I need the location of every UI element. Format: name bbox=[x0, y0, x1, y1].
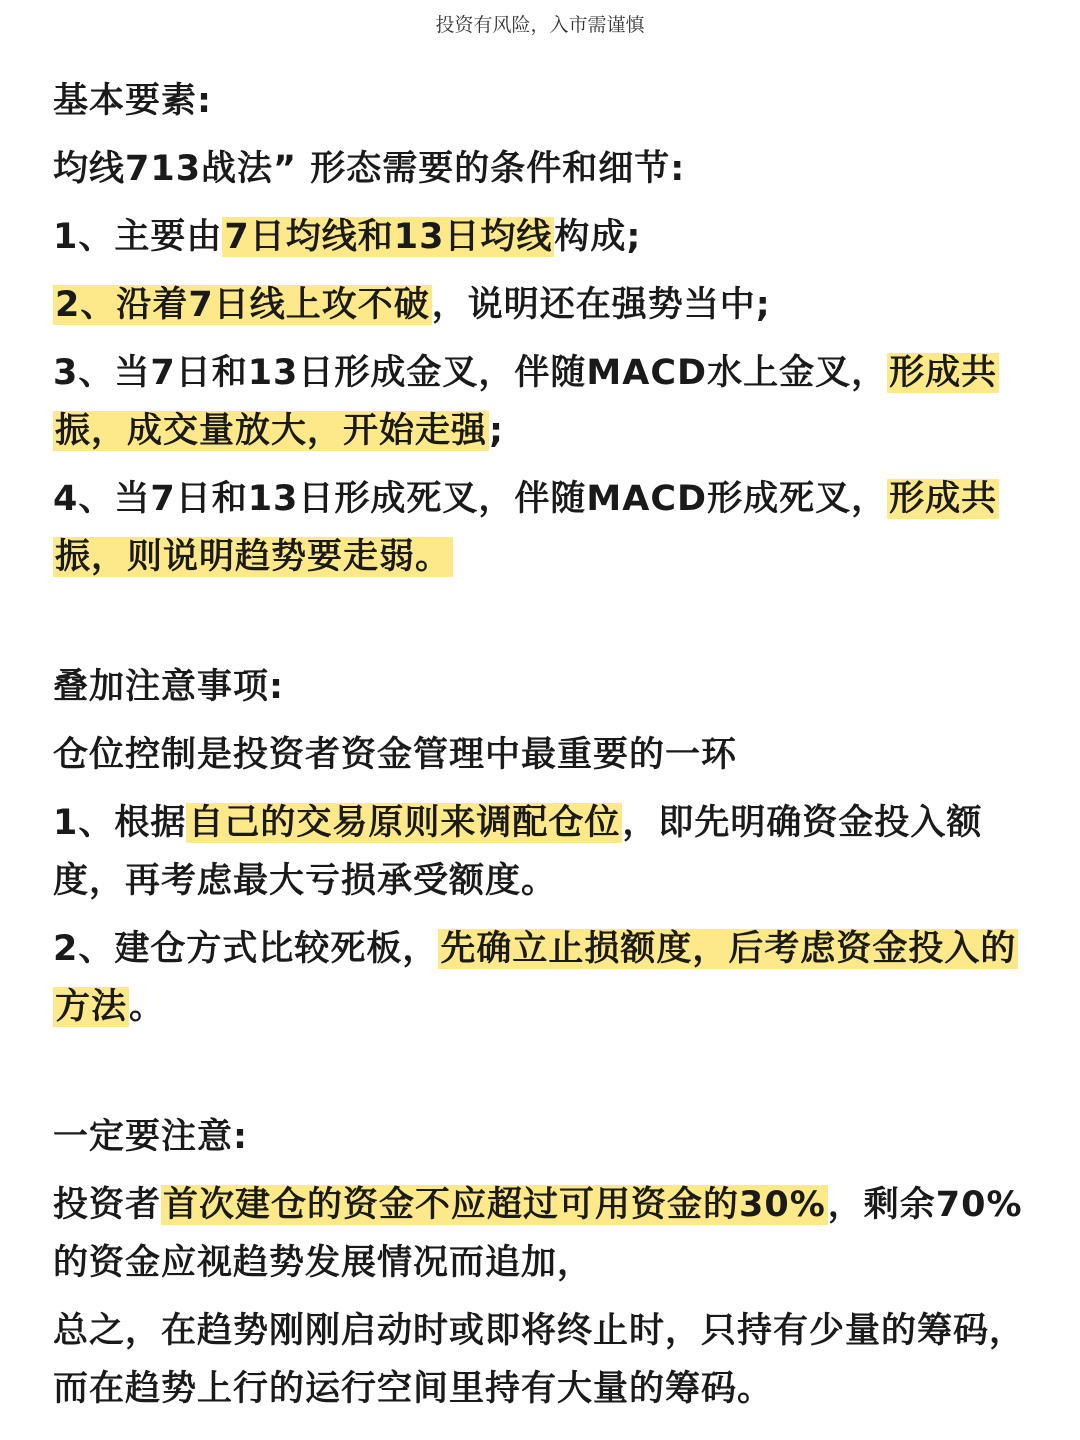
item-text: ，即先明确资金投入额度，再考虑最大亏损承受额度。 bbox=[53, 803, 983, 901]
item-text: 3、当7日和13日形成金叉，伴随MACD水上金叉， bbox=[53, 353, 888, 393]
section2-title: 叠加注意事项: bbox=[53, 667, 284, 707]
item-highlight: 形成共振，则说明趋势要走弱。 bbox=[55, 479, 998, 577]
item-highlight: 先确立止损额度，后考虑资金投入的方法 bbox=[55, 929, 1017, 1027]
item-highlight: 首次建仓的资金不应超过可用资金的30% bbox=[163, 1185, 826, 1225]
item-text: 投资者 bbox=[53, 1185, 162, 1225]
item-highlight: 形成共振，成交量放大，开始走强 bbox=[55, 353, 998, 451]
section3-paragraph-1 bbox=[53, 1176, 1038, 1292]
item-highlight: 7日均线和13日均线 bbox=[224, 217, 553, 257]
item-text: 4、当7日和13日形成死叉，伴随MACD形成死叉， bbox=[53, 479, 888, 519]
item-text: ; bbox=[489, 411, 505, 451]
article-body bbox=[53, 72, 1038, 1418]
item-text: ，说明还在强势当中; bbox=[431, 285, 771, 325]
item-text: 1、主要由 bbox=[53, 217, 223, 257]
section3-title: 一定要注意: bbox=[53, 1117, 248, 1157]
section1-subtitle: 均线713战法” 形态需要的条件和细节: bbox=[53, 149, 686, 189]
section2-item-1 bbox=[53, 794, 1038, 910]
section2-subtitle: 仓位控制是投资者资金管理中最重要的一环 bbox=[53, 735, 738, 775]
section1-title: 基本要素: bbox=[53, 81, 212, 121]
item-text: 构成; bbox=[554, 217, 642, 257]
item-text: 2、建仓方式比较死板， bbox=[53, 929, 439, 969]
item-text: ，剩余70%的资金应视趋势发展情况而追加， bbox=[53, 1185, 1023, 1283]
section1-item-3 bbox=[53, 344, 1038, 460]
risk-warning-header: 投资有风险，入市需谨慎 bbox=[435, 14, 645, 36]
item-highlight: 自己的交易原则来调配仓位 bbox=[188, 803, 621, 843]
section1-item-4 bbox=[53, 470, 1038, 586]
item-text: 1、根据 bbox=[53, 803, 187, 843]
section2-item-2 bbox=[53, 920, 1038, 1036]
section3-paragraph-2: 总之，在趋势刚刚启动时或即将终止时，只持有少量的筹码，而在趋势上行的运行空间里持有大量的筹码。 bbox=[53, 1311, 1026, 1409]
item-highlight: 2、沿着7日线上攻不破 bbox=[55, 285, 430, 325]
section1-item-2 bbox=[53, 276, 1038, 334]
section1-item-1 bbox=[53, 208, 1038, 266]
item-text: 。 bbox=[129, 987, 166, 1027]
